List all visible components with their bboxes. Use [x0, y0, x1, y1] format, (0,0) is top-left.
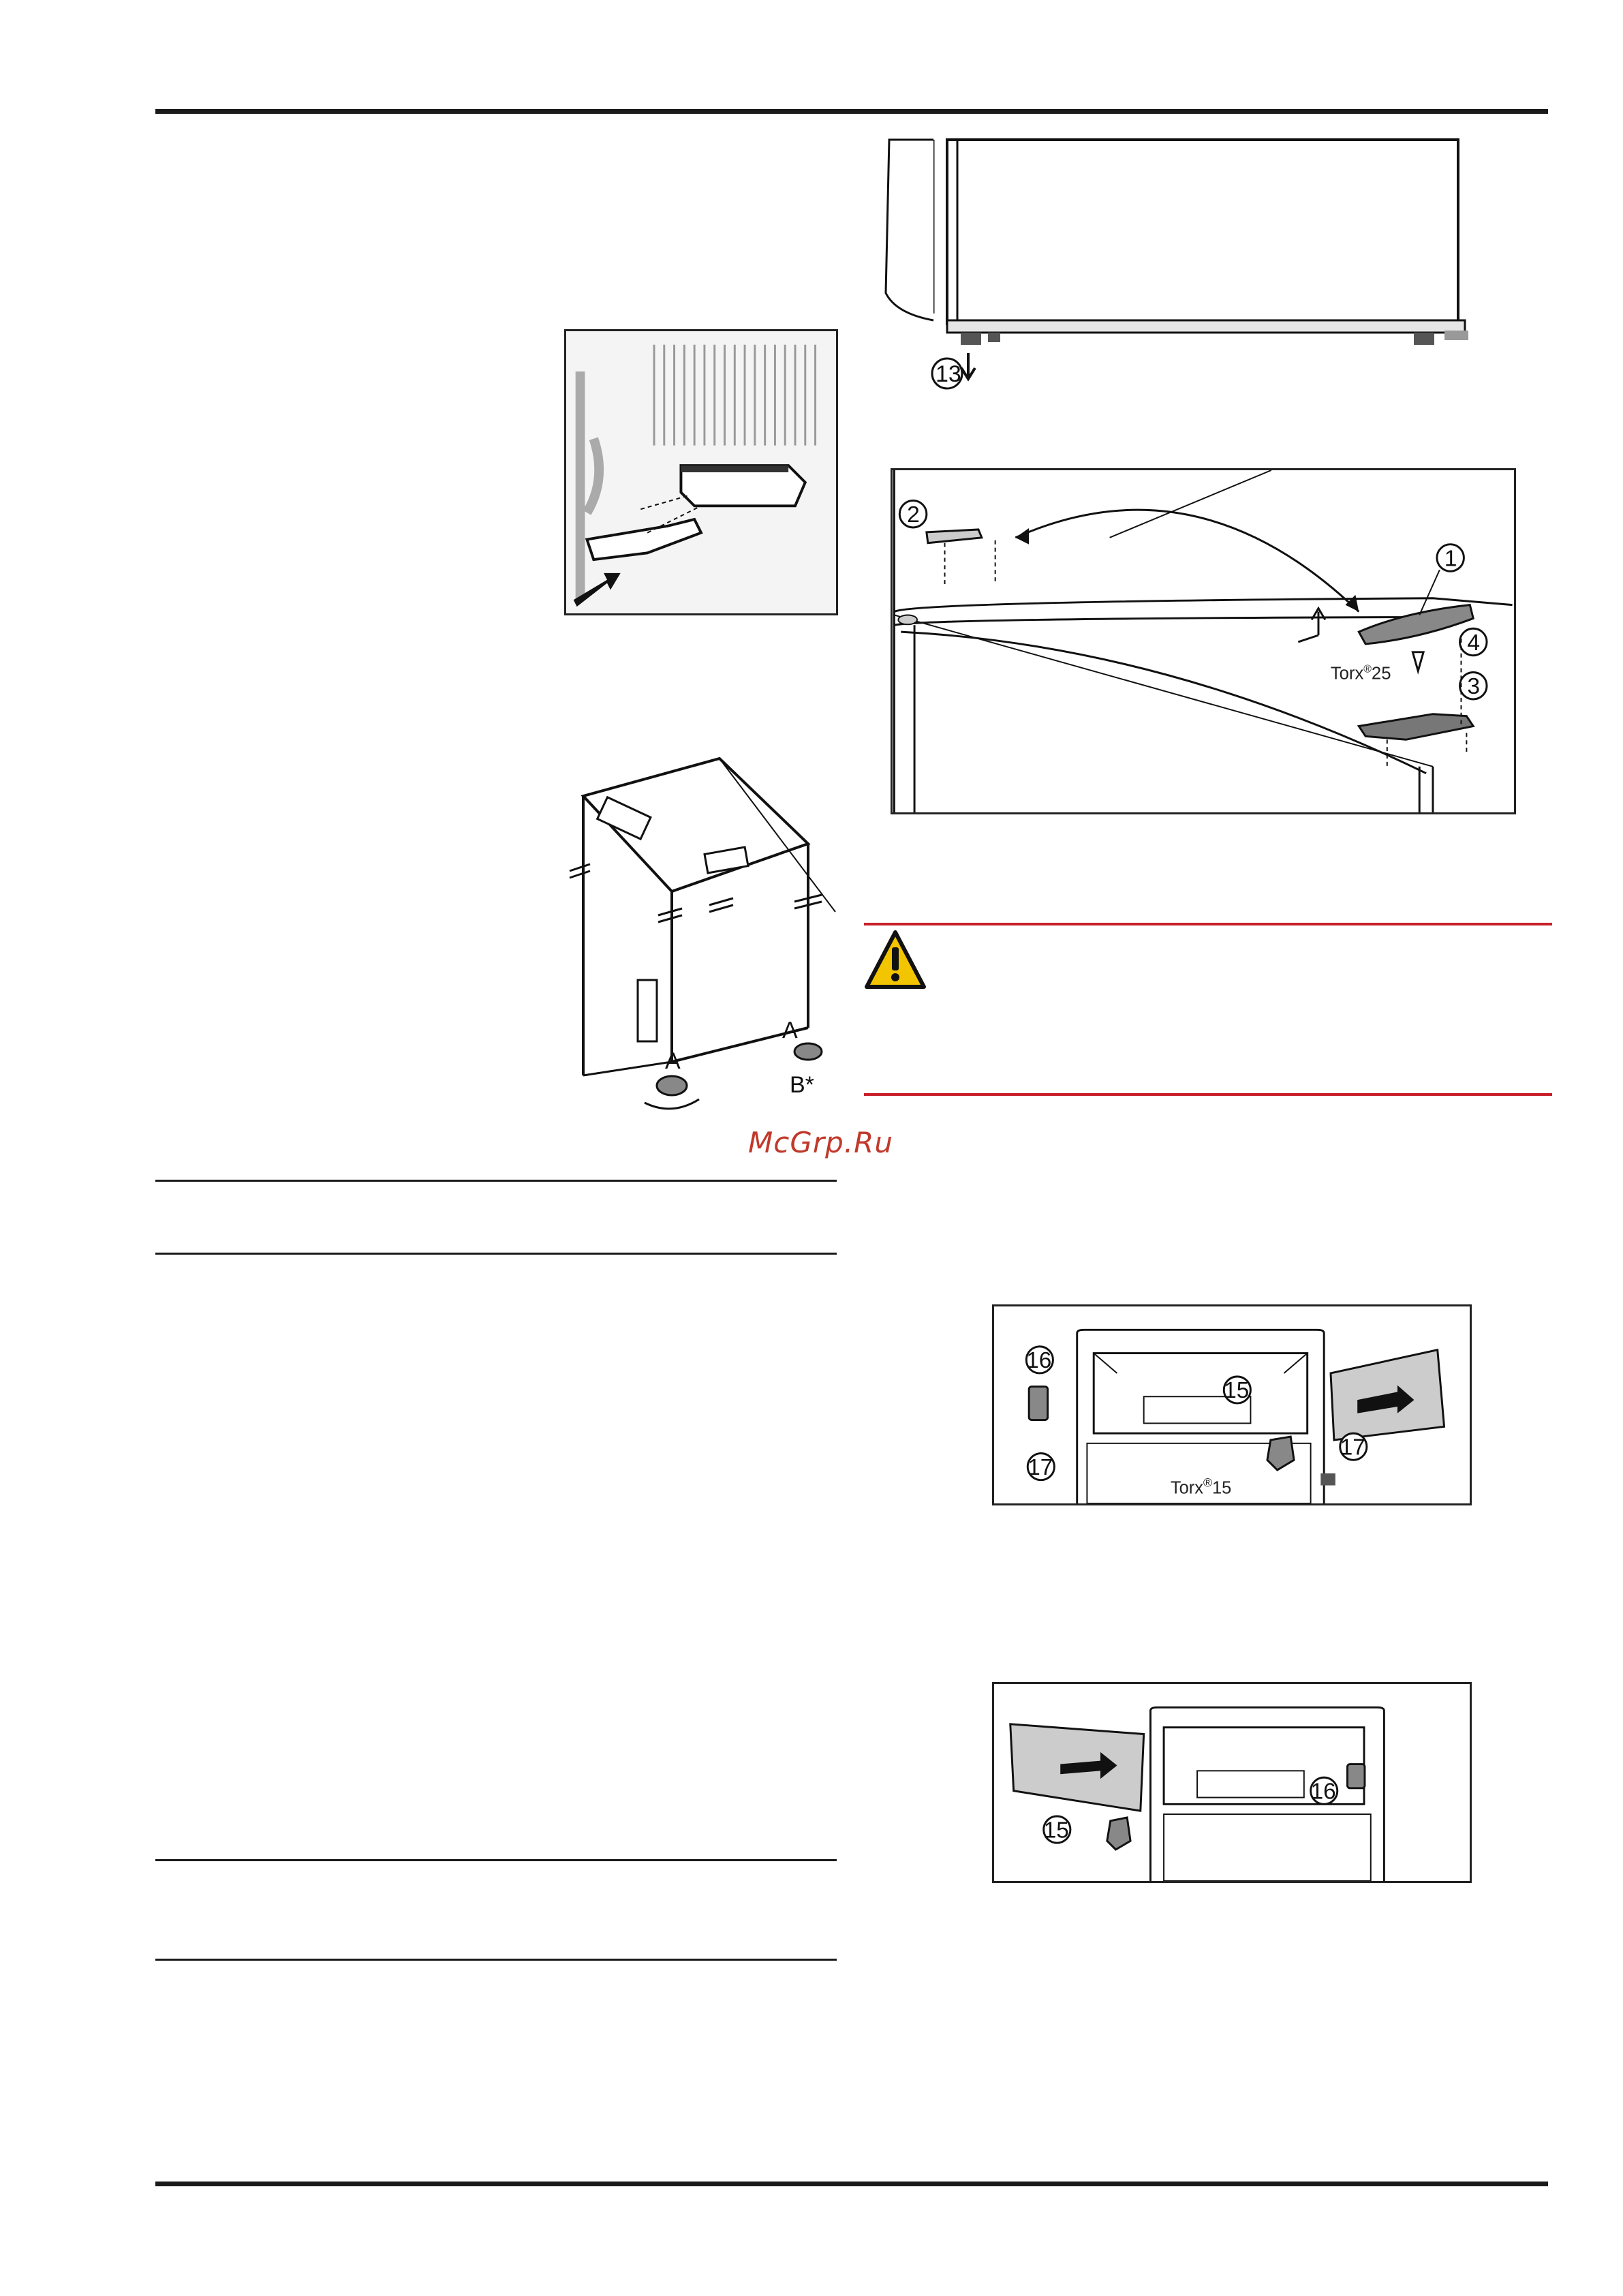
drain-channel-figure — [564, 329, 838, 615]
callout-13: 13 — [936, 361, 961, 387]
callout-16: 16 — [1026, 1348, 1052, 1374]
warning-triangle-icon — [864, 927, 927, 998]
section-rule-2 — [155, 1253, 837, 1255]
section-rule-4 — [155, 1959, 837, 1961]
callout-17-right: 17 — [1340, 1435, 1365, 1460]
door-hinge-figure-1 — [992, 1304, 1472, 1505]
section-rule-1 — [155, 1180, 837, 1182]
foot-label-a-left: A — [665, 1048, 681, 1074]
callout-15b: 15 — [1043, 1818, 1069, 1843]
appliance-foot-illustration — [882, 136, 1475, 395]
foot-label-a-right: A — [782, 1017, 798, 1043]
torx-label: Torx®25 — [1330, 663, 1391, 684]
callout-3: 3 — [1467, 674, 1481, 700]
appliance-foot-figure — [882, 136, 1475, 395]
top-hinge-figure — [891, 468, 1516, 814]
drain-channel-illustration — [566, 331, 836, 613]
callout-16b: 16 — [1310, 1779, 1336, 1805]
footer-rule — [155, 2182, 1548, 2186]
callout-17-left: 17 — [1027, 1454, 1053, 1480]
callout-1: 1 — [1444, 546, 1457, 572]
top-hinge-illustration — [893, 470, 1514, 812]
door-hinge-illustration-2 — [994, 1684, 1470, 1881]
watermark: McGrp.Ru — [748, 1126, 893, 1159]
section-rule-3 — [155, 1859, 837, 1861]
torx-label-15: Torx®15 — [1170, 1475, 1232, 1498]
header-rule — [155, 109, 1548, 114]
callout-2: 2 — [907, 502, 920, 528]
door-hinge-illustration-1 — [994, 1306, 1470, 1503]
foot-label-b: B* — [790, 1072, 814, 1098]
callout-4: 4 — [1467, 630, 1481, 656]
warning-bottom-rule — [864, 1093, 1552, 1096]
warning-top-rule — [864, 923, 1552, 925]
cabinet-feet-figure — [563, 755, 842, 1123]
door-hinge-figure-2 — [992, 1682, 1472, 1883]
cabinet-feet-illustration — [563, 755, 842, 1123]
callout-15: 15 — [1224, 1378, 1250, 1404]
